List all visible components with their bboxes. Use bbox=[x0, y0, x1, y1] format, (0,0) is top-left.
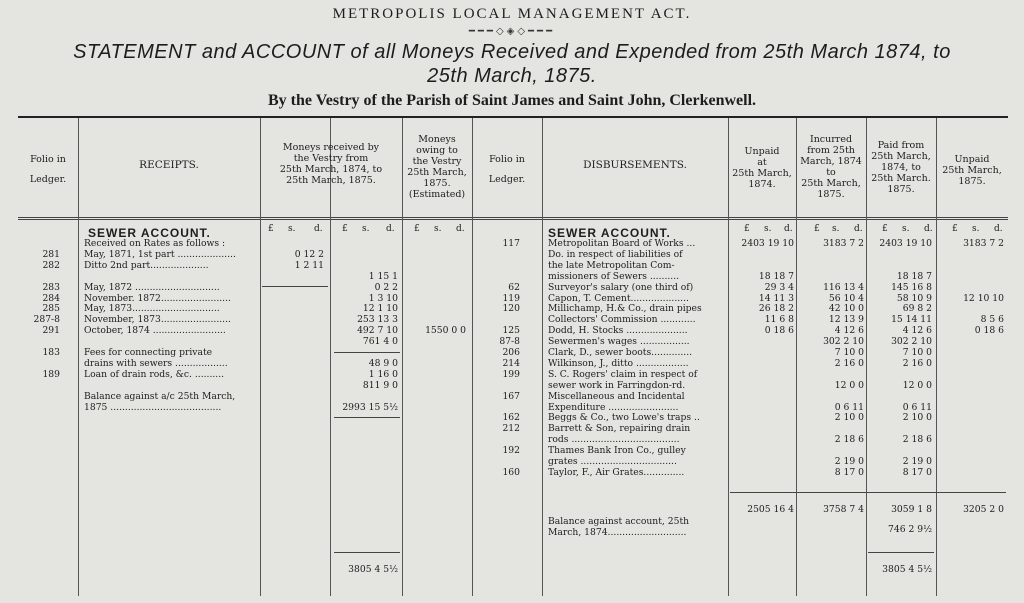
disbursement-description: missioners of Sewers .......... bbox=[548, 270, 680, 282]
statement-title bbox=[0, 40, 1024, 88]
disbursement-description: Beggs & Co., two Lowe's traps .. bbox=[548, 412, 700, 424]
receipt-amount: 0 2 2 bbox=[374, 281, 398, 293]
disbursement-folio: 206 bbox=[502, 347, 520, 358]
unpaid-1875-amount: 3183 7 2 bbox=[963, 238, 1004, 249]
unpaid-1874-amount: 14 11 3 bbox=[758, 292, 794, 304]
disbursement-description: grates ................................. bbox=[548, 456, 677, 467]
receipt-amount: 253 13 3 bbox=[357, 314, 398, 326]
header-unpaid-1875: Unpaid 25th March, 1875. bbox=[942, 154, 1002, 187]
receipt-amount-part: 0 12 2 bbox=[294, 248, 324, 260]
disbursement-row bbox=[18, 293, 1008, 304]
disbursement-folio: 120 bbox=[502, 303, 520, 315]
paid-amount: 12 0 0 bbox=[902, 379, 932, 391]
receipt-amount: 1 3 10 bbox=[368, 292, 398, 304]
total-rule bbox=[334, 552, 400, 553]
disbursement-description: Miscellaneous and Incidental bbox=[548, 390, 685, 402]
disbursement-folio: 167 bbox=[502, 390, 520, 402]
receipt-folio: 189 bbox=[42, 368, 60, 380]
receipt-folio: 183 bbox=[42, 347, 60, 358]
receipt-folio: 284 bbox=[42, 292, 60, 304]
disbursements-grand-total: 3805 4 5½ bbox=[882, 564, 932, 575]
disbursement-folio: 117 bbox=[502, 238, 520, 249]
receipt-description: Loan of drain rods, &c. .......... bbox=[84, 368, 225, 380]
disbursement-row bbox=[18, 412, 1008, 423]
disbursement-row bbox=[18, 347, 1008, 358]
header-disbursements: DISBURSEMENTS. bbox=[583, 159, 687, 171]
disbursement-description: Capon, T. Cement.................... bbox=[548, 292, 689, 304]
unpaid-1875-amount: 8 5 6 bbox=[980, 314, 1004, 326]
unpaid-1874-amount: 2403 19 10 bbox=[741, 238, 794, 249]
disbursement-row bbox=[18, 303, 1008, 314]
disbursement-row bbox=[18, 336, 1008, 347]
statement-line-2: 25th March, 1875. bbox=[427, 65, 597, 87]
incurred-amount: 2 16 0 bbox=[834, 357, 864, 369]
act-title: METROPOLIS LOCAL MANAGEMENT ACT. bbox=[332, 6, 692, 22]
receipt-amount: 761 4 0 bbox=[362, 336, 398, 348]
paid-amount: 2 18 6 bbox=[902, 434, 932, 446]
incurred-amount: 7 10 0 bbox=[834, 347, 864, 358]
disbursement-row bbox=[18, 260, 1008, 271]
disbursement-row bbox=[18, 434, 1008, 445]
disbursement-description: Expenditure ........................ bbox=[548, 401, 679, 413]
disbursement-description: Sewermen's wages ................. bbox=[548, 336, 690, 348]
disbursement-row bbox=[18, 467, 1008, 478]
disbursement-description: Taylor, F., Air Grates.............. bbox=[548, 466, 685, 478]
receipt-description: Ditto 2nd part.................... bbox=[84, 259, 209, 271]
incurred-amount: 116 13 4 bbox=[823, 281, 864, 293]
receipt-description: May, 1873.............................. bbox=[84, 303, 220, 315]
disbursements-section-title: SEWER ACCOUNT. bbox=[548, 226, 671, 240]
incurred-amount: 12 13 9 bbox=[828, 314, 864, 326]
unpaid-1874-amount: 0 18 6 bbox=[764, 325, 794, 337]
subtotal-rule bbox=[730, 492, 1006, 493]
disbursement-folio: 192 bbox=[502, 445, 520, 457]
paid-amount: 7 10 0 bbox=[902, 347, 932, 358]
paid-amount: 15 14 11 bbox=[891, 314, 932, 326]
incurred-amount: 302 2 10 bbox=[823, 336, 864, 348]
vestry-subtitle: By the Vestry of the Parish of Saint James and Saint John, Clerkenwell. bbox=[267, 92, 757, 109]
unpaid-1875-amount: 0 18 6 bbox=[974, 325, 1004, 337]
receipt-amount: 1 15 1 bbox=[368, 270, 398, 282]
disbursement-row bbox=[18, 238, 1008, 249]
disbursement-folio: 160 bbox=[502, 466, 520, 478]
disbursement-description: Thames Bank Iron Co., gulley bbox=[548, 445, 686, 457]
receipt-amount: 1 16 0 bbox=[368, 368, 398, 380]
incurred-amount: 0 6 11 bbox=[834, 401, 864, 413]
paid-amount: 8 17 0 bbox=[902, 466, 932, 478]
paid-amount: 302 2 10 bbox=[891, 336, 932, 348]
total-unpaid-1874: 2505 16 4 bbox=[747, 504, 794, 515]
disbursement-folio: 87-8 bbox=[499, 336, 520, 348]
header-folio-left: Folio in Ledger. bbox=[29, 154, 67, 185]
disbursement-row bbox=[18, 282, 1008, 293]
receipt-amount-part: 1 2 11 bbox=[294, 259, 324, 271]
paid-amount: 2 16 0 bbox=[902, 357, 932, 369]
receipt-description: May, 1871, 1st part .................... bbox=[84, 248, 236, 260]
header-paid: Paid from 25th March, 1874, to 25th March. 1875. bbox=[871, 140, 931, 195]
header-owing: Moneys owing to the Vestry 25th March, 1875. (Estimated) bbox=[407, 134, 467, 200]
disbursement-row bbox=[18, 314, 1008, 325]
unpaid-1874-amount: 29 3 4 bbox=[764, 281, 794, 293]
paid-amount: 0 6 11 bbox=[902, 401, 932, 413]
disbursement-row bbox=[18, 423, 1008, 434]
paid-amount: 2 10 0 bbox=[902, 412, 932, 424]
unpaid-1874-amount: 18 18 7 bbox=[758, 270, 794, 282]
incurred-amount: 2 19 0 bbox=[834, 456, 864, 467]
disbursement-description: Do. in respect of liabilities of bbox=[548, 248, 683, 260]
receipt-description: drains with sewers .................. bbox=[84, 357, 228, 369]
incurred-amount: 2 10 0 bbox=[834, 412, 864, 424]
disbursement-description: Surveyor's salary (one third of) bbox=[548, 281, 694, 293]
paid-amount: 2403 19 10 bbox=[879, 238, 932, 249]
disbursement-folio: 212 bbox=[502, 423, 520, 435]
header-rule-double bbox=[18, 219, 1008, 220]
header-rule bbox=[18, 217, 1008, 218]
balance-amount: 746 2 9½ bbox=[888, 524, 932, 535]
subtotal-rule bbox=[262, 286, 328, 287]
header-folio-right: Folio in Ledger. bbox=[488, 154, 526, 185]
incurred-amount: 42 10 0 bbox=[828, 303, 864, 315]
receipt-amount: 811 9 0 bbox=[362, 379, 398, 391]
table-top-rule bbox=[18, 116, 1008, 118]
header-incurred: Incurred from 25th March, 1874 to 25th March, 1875. bbox=[800, 134, 862, 200]
receipt-description: May, 1872 ............................. bbox=[84, 281, 220, 293]
receipt-folio: 291 bbox=[42, 325, 60, 337]
receipt-folio: 283 bbox=[42, 281, 60, 293]
disbursement-description: Barrett & Son, repairing drain bbox=[548, 423, 691, 435]
unpaid-1875-amount: 12 10 10 bbox=[963, 292, 1004, 304]
disbursement-description: rods ..................................... bbox=[548, 434, 680, 446]
paid-amount: 69 8 2 bbox=[902, 303, 932, 315]
paid-amount: 18 18 7 bbox=[896, 270, 932, 282]
receipts-section-title: SEWER ACCOUNT. bbox=[88, 226, 211, 240]
receipt-amount: 12 1 10 bbox=[362, 303, 398, 315]
balance-label-1: Balance against account, 25th bbox=[548, 516, 690, 527]
disbursement-row bbox=[18, 325, 1008, 336]
receipt-description: October, 1874 ......................... bbox=[84, 325, 226, 337]
incurred-amount: 8 17 0 bbox=[834, 466, 864, 478]
receipt-folio: 287-8 bbox=[33, 314, 60, 326]
incurred-amount: 3183 7 2 bbox=[823, 238, 864, 249]
disbursement-row bbox=[18, 369, 1008, 380]
disbursement-row bbox=[18, 402, 1008, 413]
disbursement-folio: 125 bbox=[502, 325, 520, 337]
paid-amount: 145 16 8 bbox=[891, 281, 932, 293]
receipts-grand-total: 3805 4 5½ bbox=[348, 564, 398, 575]
disbursement-folio: 199 bbox=[502, 368, 520, 380]
receipt-amount: 2993 15 5½ bbox=[342, 401, 398, 413]
header-unpaid-1874: Unpaid at 25th March, 1874. bbox=[732, 146, 792, 190]
receipt-description: Received on Rates as follows : bbox=[84, 238, 226, 249]
disbursement-row bbox=[18, 391, 1008, 402]
receipt-description: Balance against a/c 25th March, bbox=[84, 390, 236, 402]
paid-amount: 58 10 9 bbox=[896, 292, 932, 304]
receipt-description: November, 1873........................ bbox=[84, 314, 231, 326]
disbursement-description: Wilkinson, J., ditto .................. bbox=[548, 357, 689, 369]
disbursement-folio: 214 bbox=[502, 357, 520, 369]
header-receipts: RECEIPTS. bbox=[139, 159, 199, 171]
disbursement-description: Clark, D., sewer boots.............. bbox=[548, 347, 693, 358]
paid-amount: 4 12 6 bbox=[902, 325, 932, 337]
incurred-amount: 4 12 6 bbox=[834, 325, 864, 337]
statement-line-1: STATEMENT and ACCOUNT of all Moneys Received and Expended from 25th March 1874, to bbox=[73, 41, 951, 63]
receipt-folio: 281 bbox=[42, 248, 60, 260]
unpaid-1874-amount: 11 6 8 bbox=[764, 314, 794, 326]
disbursement-folio: 62 bbox=[508, 281, 520, 293]
receipt-folio: 285 bbox=[42, 303, 60, 315]
total-unpaid-1875: 3205 2 0 bbox=[963, 504, 1004, 515]
disbursement-description: Metropolitan Board of Works ... bbox=[548, 238, 696, 249]
disbursement-description: sewer work in Farringdon-rd. bbox=[548, 379, 686, 391]
subtotal-rule bbox=[334, 417, 400, 418]
ornament-divider: ━━━◇◈◇━━━ bbox=[468, 26, 556, 37]
receipt-folio: 282 bbox=[42, 259, 60, 271]
disbursement-row bbox=[18, 358, 1008, 369]
receipt-description: 1875 ...................................... bbox=[84, 401, 222, 413]
disbursement-row bbox=[18, 249, 1008, 260]
disbursement-description: Millichamp, H.& Co., drain pipes bbox=[548, 303, 702, 315]
incurred-amount: 56 10 4 bbox=[828, 292, 864, 304]
receipt-amount: 48 9 0 bbox=[368, 357, 398, 369]
owing-amount: 1550 0 0 bbox=[425, 325, 466, 337]
receipt-description: Fees for connecting private bbox=[84, 347, 213, 358]
total-incurred: 3758 7 4 bbox=[823, 504, 864, 515]
incurred-amount: 12 0 0 bbox=[834, 379, 864, 391]
total-paid: 3059 1 8 bbox=[891, 504, 932, 515]
disbursement-row bbox=[18, 456, 1008, 467]
unpaid-1874-amount: 26 18 2 bbox=[758, 303, 794, 315]
header-received: Moneys received by the Vestry from 25th March, 1874, to 25th March, 1875. bbox=[279, 142, 383, 186]
account-table: Folio in Ledger. RECEIPTS. Moneys received by the Vestry from 25th March, 1874, to 25th March, 1875. Moneys owing to the Vestry 25th March, 1875. (Estimated) Folio in Ledger. DISBURSEMENTS. Unpaid at 25th March, 1874. Incurred from 25th March, 1874 to 25th March, 1875. Paid from 25th March, 1874, to 25th March. 1875. Unpaid 25th March, 1875. £ s. d. £ s. d. £ s. d. £ s. d. £ s. d. £ s. d. £ s. d. SEWER ACCOUNT. SEWER ACCOUNT. Received on Rates as follows : 281 May, 1871, 1st part .................... 0 12 2 282 Ditto 2nd part.................... 1 2 11 1 15 1 283 May, 1872 ............................. 0 2 2 284 November. 1872........................ 1 3 10 285 May, 1873.............................. 12 1 10 287-8 November, 1873........................ 253 13 3 291 October, 1874 ......................... 492 7 10 1550 0 0 761 4 0 183 Fees for connecting private drains with sewers .................. 48 9 0 189 Loan of drain rods, &c. .......... 1 16 0 811 9 0 Balance against a/c 25th March, 1875 ...................................... 2993 15 5½ 117 Metropolitan Board of Works ... 2403 19 10 3183 7 2 2403 19 10 3183 7 2 Do. in respect of liabilities of the late Metropolitan Com- missioners of Sewers .......... 18 18 7 18 18 7 62 Surveyor's salary (one third of) 29 3 4 116 13 4 145 16 8 119 Capon, T. Cement.................... 14 11 3 56 10 4 58 10 9 12 10 10 120 Millichamp, H.& Co., drain pipes 26 18 2 42 10 0 69 8 2 Collectors' Commission ............ 11 6 8 12 13 9 15 14 11 8 5 6 125 Dodd, H. Stocks ..................... 0 18 6 4 12 6 4 12 6 0 18 6 87-8 Sewermen's wages ................. 302 2 10 302 2 10 206 Clark, D., sewer boots.............. 7 10 0 7 10 0 214 Wilkinson, J., ditto .................. 2 16 0 2 16 0 199 S. C. Rogers' claim in respect of sewer work in Farringdon-rd. 12 0 0 12 0 0 167 Miscellaneous and Incidental Expenditure ........................ 0 6 11 0 6 11 162 Beggs & Co., two Lowe's traps .. 2 10 0 2 10 0 212 Barrett & Son, repairing drain rods ..................................... 2 18 6 2 18 6 192 Thames Bank Iron Co., gulley grates ................................. 2 19 0 2 19 0 160 Taylor, F., Air Grates.............. 8 17 0 8 17 0 3805 4 5½ 2505 16 4 3758 7 4 3059 1 8 3205 2 0 Balance against account, 25th March, 1874........................... 746 2 9½ 3805 4 5½ bbox=[18, 116, 1008, 598]
total-rule bbox=[868, 552, 934, 553]
receipt-description: November. 1872........................ bbox=[84, 292, 231, 304]
disbursement-description: Dodd, H. Stocks ..................... bbox=[548, 325, 688, 337]
receipt-amount: 492 7 10 bbox=[357, 325, 398, 337]
disbursement-folio: 119 bbox=[502, 292, 520, 304]
disbursement-description: Collectors' Commission ............ bbox=[548, 314, 696, 326]
disbursement-row bbox=[18, 380, 1008, 391]
disbursement-description: the late Metropolitan Com- bbox=[548, 259, 675, 271]
paid-amount: 2 19 0 bbox=[902, 456, 932, 467]
disbursement-row bbox=[18, 271, 1008, 282]
subtotal-rule bbox=[334, 352, 400, 353]
disbursement-folio: 162 bbox=[502, 412, 520, 424]
disbursement-row bbox=[18, 445, 1008, 456]
incurred-amount: 2 18 6 bbox=[834, 434, 864, 446]
disbursement-description: S. C. Rogers' claim in respect of bbox=[548, 368, 698, 380]
balance-label-2: March, 1874........................... bbox=[548, 527, 687, 538]
